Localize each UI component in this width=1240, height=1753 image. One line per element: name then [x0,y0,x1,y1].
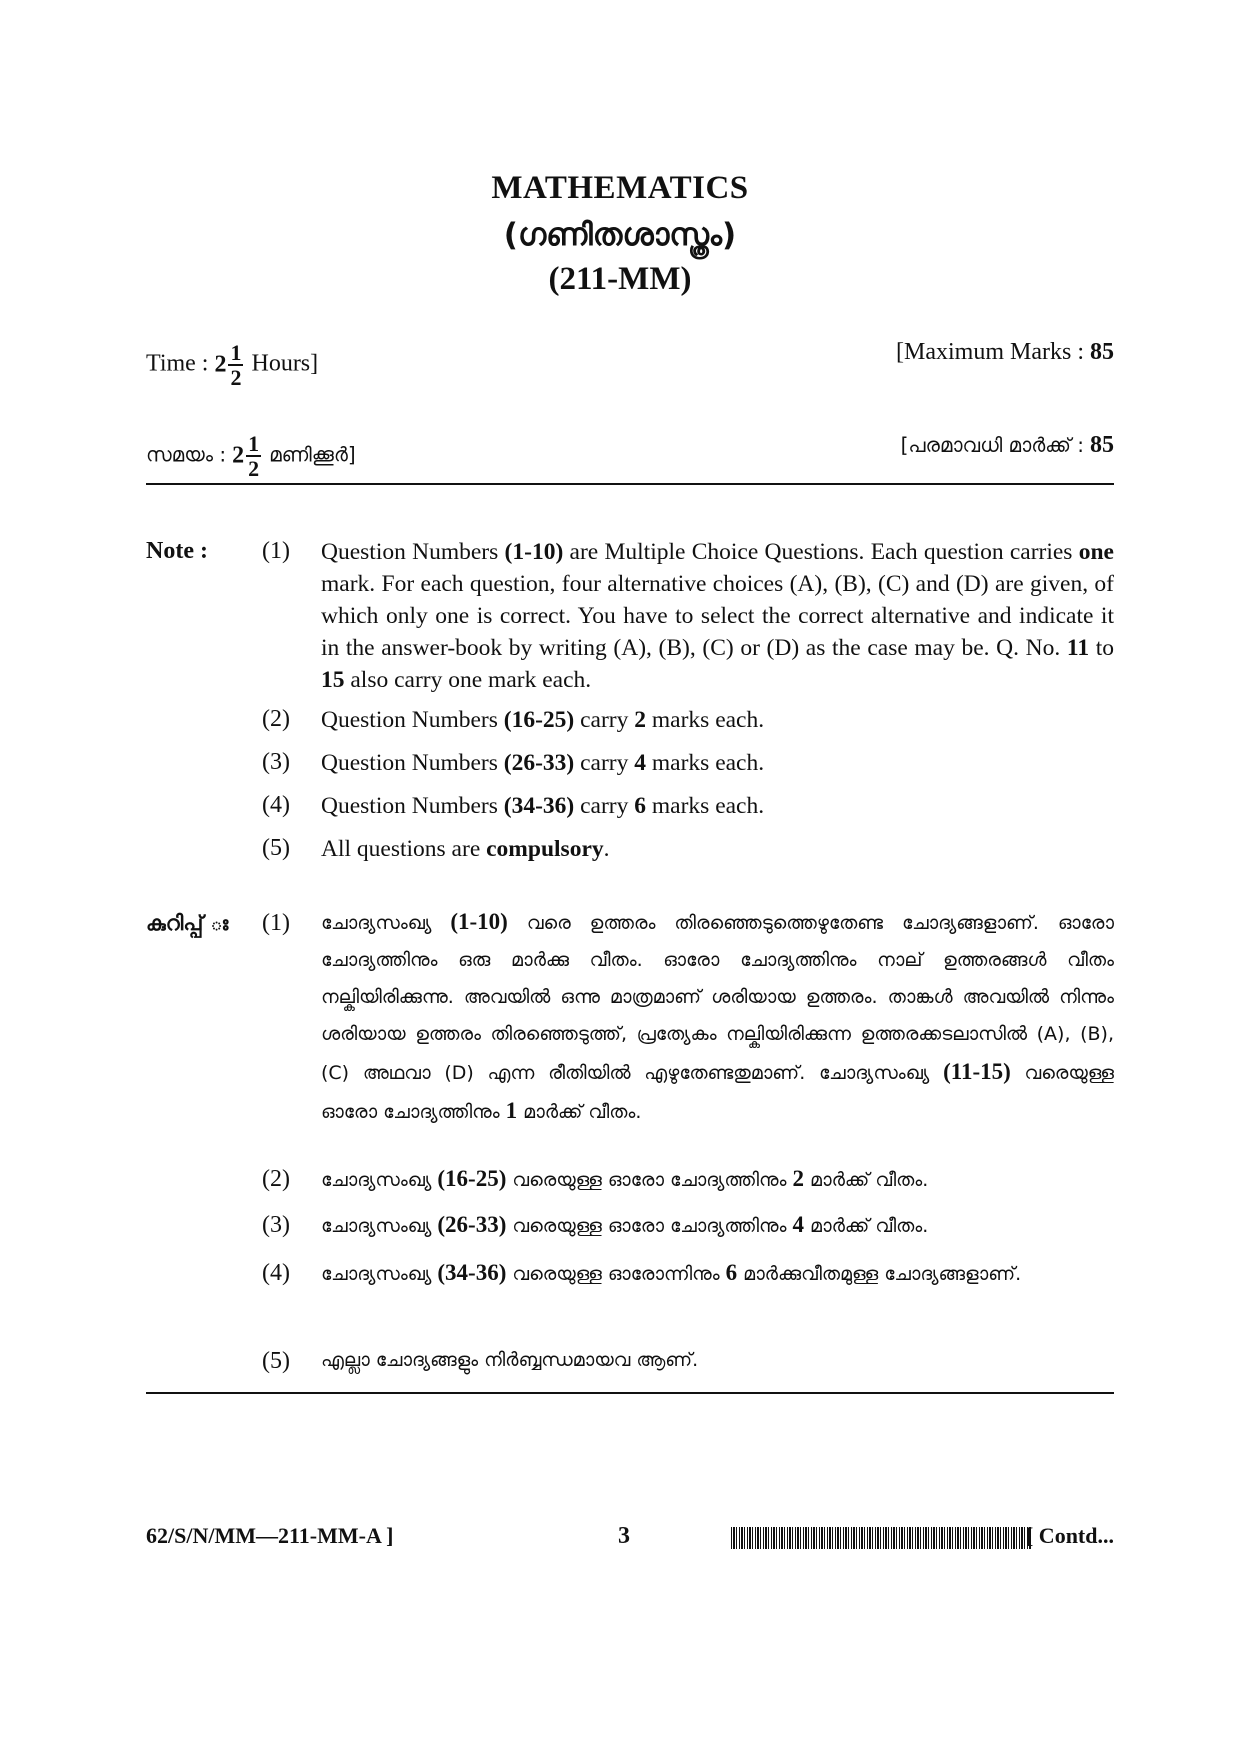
time-fraction-denominator-ml: 2 [248,456,260,482]
max-marks-value-ml: 85 [1090,432,1114,458]
time-fraction [228,341,243,389]
text-segment: . [603,836,610,862]
time-en [146,341,318,389]
text-segment: വരെയുള്ള ഓരോ ചോദ്യത്തിനും [506,1215,793,1237]
text-segment: എല്ലാ ചോദ്യങ്ങളും നിർബ്ബന്ധമായവ ആണ്. [321,1349,699,1371]
max-marks-value: 85 [1090,339,1114,365]
text-bold: (1-10) [504,539,564,565]
text-segment: carry [574,750,635,776]
note-ml-item-1 [321,903,1114,1131]
text-bold: one [1078,539,1114,565]
text-segment: mark. For each question, four alternative choices (A), (B), (C) and (D) are given, of which only one is correct. You have to select the correct alternative and indicate it in the answer-book by writing (A), (B), (C) or (D) as the case may be. Q. No. [321,571,1114,661]
time-marks-row-en [146,335,1114,395]
note-en-num-1: (1) [262,538,290,564]
text-bold: 4 [634,750,647,776]
text-segment: ചോദ്യസംഖ്യ [321,1215,438,1237]
text-bold: 15 [321,667,345,693]
note-ml-item-2 [321,1160,1114,1199]
note-en-num-2: (2) [262,706,290,732]
time-ml [146,432,356,480]
text-segment: marks each. [646,793,765,819]
time-fraction-numerator-ml: 1 [248,431,260,456]
text-segment: carry [574,793,635,819]
text-segment: മാർക്കുവീതമുള്ള ചോദ്യങ്ങളാണ്. [737,1263,1022,1285]
text-bold: (34-36) [437,1260,507,1285]
text-bold: (1-10) [450,909,508,934]
note-en-num-3: (3) [262,749,290,775]
text-segment: All questions are [321,836,487,862]
time-whole-ml: 2 [232,442,245,469]
time-fraction-numerator: 1 [230,340,242,365]
text-bold: 6 [725,1260,738,1285]
time-whole: 2 [214,351,227,378]
text-bold: (26-33) [503,750,575,776]
note-ml-item-5 [321,1342,1114,1379]
text-segment: മാർക്ക് വീതം. [517,1101,642,1123]
note-ml-num-1: (1) [262,910,290,936]
subject-code: (211-MM) [548,261,692,297]
text-segment: to [1089,635,1115,661]
note-ml-num-2: (2) [262,1166,290,1192]
text-segment: also carry one mark each. [344,667,592,693]
text-segment: വരെ ഉത്തരം തിരഞ്ഞെടുത്തെഴുതേണ്ട ചോദ്യങ്ങളാണ്. ഓരോ ചോദ്യത്തിനും ഒരു മാർക്കു വീതം. ഓരോ ചോദ്യത്തിനും നാല് ഉത്തരങ്ങൾ വീതം നല്കിയിരിക്കുന്നു. അവയിൽ ഒന്നു മാത്രമാണ് ശരിയായ ഉത്തരം. താങ്കൾ അവയിൽ നിന്നും ശരിയായ ഉത്തരം തിരഞ്ഞെടുത്ത്, പ്രത്യേകം നല്കിയിരിക്കുന്ന ഉത്തരക്കടലാസിൽ (A), (B), (C) അഥവാ (D) എന്ന രീതിയിൽ എഴുതേണ്ടതുമാണ്. ചോദ്യസംഖ്യ [321,912,1114,1084]
time-label: Time : [146,350,209,377]
note-label-en: Note : [146,538,208,564]
text-segment: marks each. [646,707,765,733]
text-bold: 2 [634,707,647,733]
note-ml-num-4: (4) [262,1260,290,1286]
text-segment: are Multiple Choice Questions. Each question carries [563,539,1079,565]
note-en-item-5 [321,833,1114,865]
note-ml-item-3 [321,1206,1114,1245]
text-bold: (11-15) [943,1059,1011,1084]
text-segment: മാർക്ക് വീതം. [804,1215,929,1237]
note-en-item-3 [321,747,1114,779]
text-bold: (16-25) [437,1166,507,1191]
text-bold: 4 [792,1212,805,1237]
max-marks-label-ml: [പരമാവധി മാർക്ക് : [900,433,1084,457]
subject-title: MATHEMATICS [491,170,749,206]
note-label-ml: കുറിപ്പ് ః [146,911,229,935]
notes-divider [146,1392,1114,1394]
note-ml-num-5: (5) [262,1348,290,1374]
text-bold: 6 [634,793,647,819]
time-fraction-ml [246,432,261,480]
text-bold: 1 [505,1098,518,1123]
note-en-item-2 [321,704,1114,736]
subject-title-malayalam: (ഗണിതശാസ്ത്രം) [503,217,737,253]
continued-label: [ Contd... [1025,1523,1114,1548]
note-ml-num-3: (3) [262,1212,290,1238]
page-number: 3 [618,1523,630,1549]
text-segment: Question Numbers [321,750,504,776]
time-label-ml: സമയം : [146,442,227,467]
time-unit-ml: മണിക്കൂർ] [269,442,356,467]
text-segment: ചോദ്യസംഖ്യ [321,1263,438,1285]
time-fraction-denominator: 2 [230,365,242,391]
barcode-icon [731,1527,1031,1549]
text-segment: marks each. [646,750,765,776]
text-bold: 11 [1066,635,1090,661]
note-en-item-1 [321,536,1114,696]
note-ml-item-4 [321,1254,1114,1293]
text-segment: ചോദ്യസംഖ്യ [321,912,451,934]
text-segment: വരെയുള്ള ഓരോ ചോദ്യത്തിനും [321,1062,1114,1123]
max-marks-ml [901,432,1114,459]
text-bold: (34-36) [503,793,575,819]
text-segment: Question Numbers [321,539,505,565]
text-segment: മാർക്ക് വീതം. [804,1169,929,1191]
note-en-item-4 [321,790,1114,822]
text-segment: വരെയുള്ള ഓരോന്നിനും [506,1263,726,1285]
text-segment: carry [574,707,635,733]
header-divider [146,483,1114,485]
note-en-num-5: (5) [262,835,290,861]
text-bold: compulsory [486,836,604,862]
text-segment: Question Numbers [321,707,504,733]
text-segment: വരെയുള്ള ഓരോ ചോദ്യത്തിനും [506,1169,793,1191]
text-bold: (26-33) [437,1212,507,1237]
max-marks-en [896,339,1114,366]
text-bold: 2 [792,1166,805,1191]
text-segment: ചോദ്യസംഖ്യ [321,1169,438,1191]
max-marks-label: [Maximum Marks : [896,339,1084,365]
paper-code: 62/S/N/MM—211-MM-A ] [146,1523,394,1548]
text-bold: (16-25) [503,707,575,733]
time-marks-row-ml [146,428,1114,488]
text-segment: Question Numbers [321,793,504,819]
note-en-num-4: (4) [262,792,290,818]
time-unit: Hours] [251,350,319,377]
